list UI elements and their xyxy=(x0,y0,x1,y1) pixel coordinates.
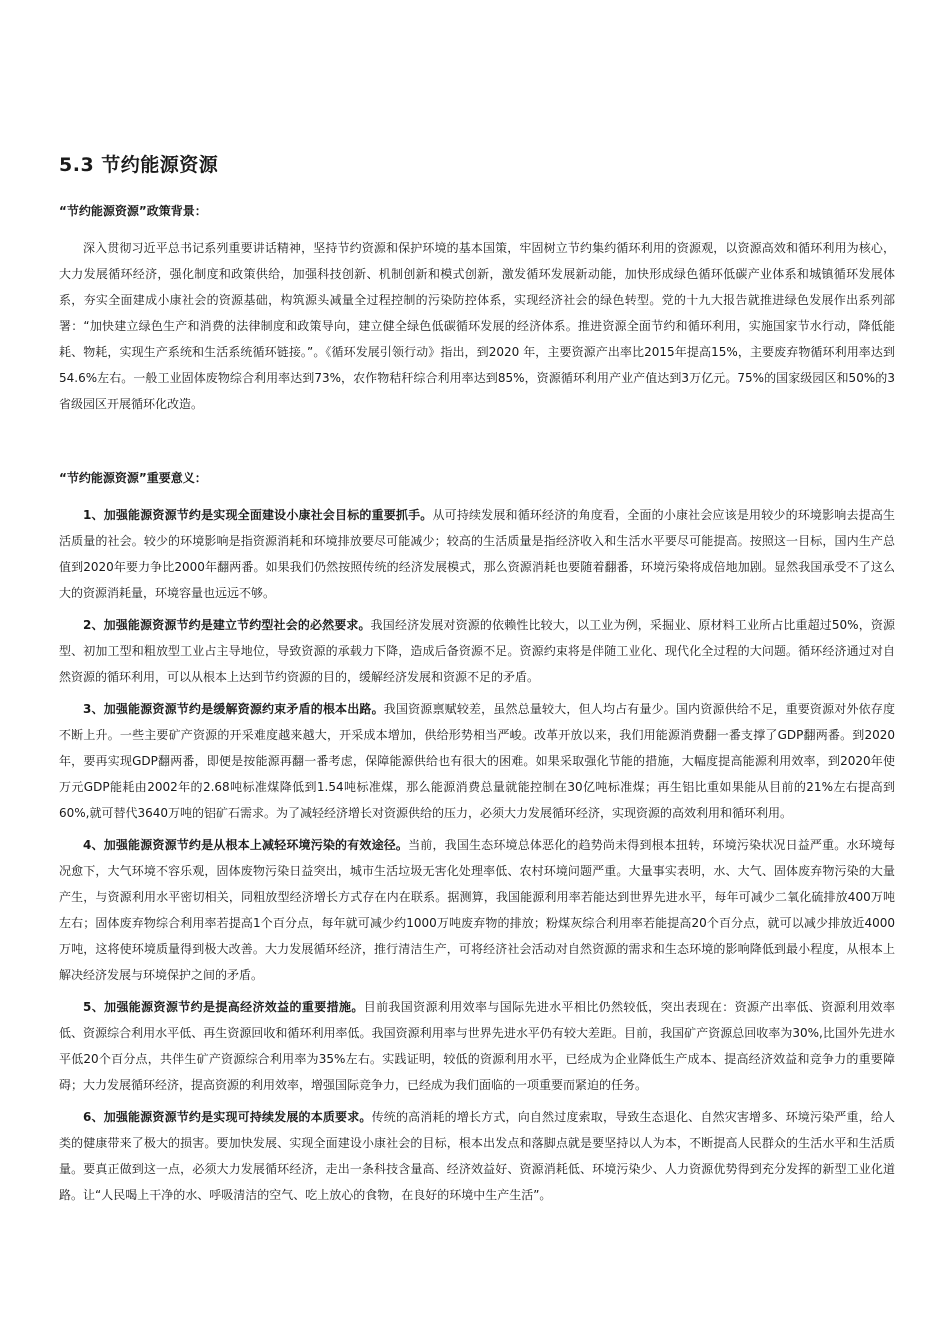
background-heading: “节约能源资源”政策背景： xyxy=(59,204,207,218)
significance-item-text: 从可持续发展和循环经济的角度看，全面的小康社会应该是用较少的环境影响去提高生活质量的社会。较少的环境影响是指资源消耗和环境排放要尽可能减少；较高的生活质量是指经济收入和生活水平要尽可能提高。按照这一目标，国内生产总值到2020年要力争比2000年翻两番。如果我们仍然按照传统的经济发展模式，那么资源消耗也要随着翻番，环境污染将成倍地加剧。显然我国承受不了这么大的资源消耗量，环境容量也远远不够。 xyxy=(59,508,895,600)
significance-item-text: 我国经济发展对资源的依赖性比较大，以工业为例，采掘业、原材料工业所占比重超过50%，资源型、初加工型和粗放型工业占主导地位，导致资源的承载力下降，造成后备资源不足。资源约束将是伴随工业化、现代化全过程的大问题。循环经济通过对自然资源的循环利用，可以从根本上达到节约资源的目的，缓解经济发展和资源不足的矛盾。 xyxy=(59,618,895,684)
significance-heading: “节约能源资源”重要意义： xyxy=(59,471,207,485)
significance-item-3 xyxy=(59,696,895,826)
section-spacer xyxy=(59,417,895,469)
significance-item-5 xyxy=(59,994,895,1098)
significance-item-text: 目前我国资源利用效率与国际先进水平相比仍然较低，突出表现在：资源产出率低、资源利用效率低、资源综合利用水平低、再生资源回收和循环利用率低。我国资源利用率与世界先进水平仍有较大差距。目前，我国矿产资源总回收率为30%,比国外先进水平低20个百分点，共伴生矿产资源综合利用率为35%左右。实践证明，较低的资源利用水平，已经成为企业降低生产成本、提高经济效益和竞争力的重要障碍；大力发展循环经济，提高资源的利用效率，增强国际竞争力，已经成为我们面临的一项重要而紧迫的任务。 xyxy=(59,1000,895,1092)
significance-item-4 xyxy=(59,832,895,988)
background-paragraph: 深入贯彻习近平总书记系列重要讲话精神，坚持节约资源和保护环境的基本国策，牢固树立节约集约循环利用的资源观，以资源高效和循环利用为核心，大力发展循环经济，强化制度和政策供给，加强科技创新、机制创新和模式创新，激发循环发展新动能，加快形成绿色循环低碳产业体系和城镇循环发展体系，夯实全面建成小康社会的资源基础，构筑源头减量全过程控制的污染防控体系，实现经济社会的绿色转型。党的十九大报告就推进绿色发展作出系列部署：“加快建立绿色生产和消费的法律制度和政策导向，建立健全绿色低碳循环发展的经济体系。推进资源全面节约和循环利用，实施国家节水行动，降低能耗、物耗，实现生产系统和生活系统循环链接。”。《循环发展引领行动》指出，到2020 年，主要资源产出率比2015年提高15%，主要废弃物循环利用率达到54.6%左右。一般工业固体废物综合利用率达到73%，农作物秸秆综合利用率达到85%，资源循环利用产业产值达到3万亿元。75%的国家级园区和50%的3省级园区开展循环化改造。 xyxy=(59,241,895,411)
significance-item-2 xyxy=(59,612,895,690)
significance-item-text: 传统的高消耗的增长方式，向自然过度索取，导致生态退化、自然灾害增多、环境污染严重，给人类的健康带来了极大的损害。要加快发展、实现全面建设小康社会的目标，根本出发点和落脚点就是要坚持以人为本，不断提高人民群众的生活水平和生活质量。要真正做到这一点，必须大力发展循环经济，走出一条科技含量高、经济效益好、资源消耗低、环境污染少、人力资源优势得到充分发挥的新型工业化道路。让“人民喝上干净的水、呼吸清洁的空气、吃上放心的食物，在良好的环境中生产生活”。 xyxy=(59,1110,895,1202)
significance-item-6 xyxy=(59,1104,895,1208)
significance-item-lead: 2、加强能源资源节约是建立节约型社会的必然要求。 xyxy=(83,618,371,632)
section-title: 5.3 节约能源资源 xyxy=(59,154,219,176)
document-page xyxy=(59,150,895,1214)
significance-item-lead: 6、加强能源资源节约是实现可持续发展的本质要求。 xyxy=(83,1110,372,1124)
significance-item-lead: 4、加强能源资源节约是从根本上减轻环境污染的有效途径。 xyxy=(83,838,409,852)
significance-item-lead: 5、加强能源资源节约是提高经济效益的重要措施。 xyxy=(83,1000,364,1014)
significance-item-text: 当前，我国生态环境总体恶化的趋势尚未得到根本扭转，环境污染状况日益严重。水环境每况愈下，大气环境不容乐观，固体废物污染日益突出，城市生活垃圾无害化处理率低、农村环境问题严重。大量事实表明，水、大气、固体废弃物污染的大量产生，与资源利用水平密切相关，同粗放型经济增长方式存在内在联系。据测算，我国能源利用率若能达到世界先进水平，每年可减少二氧化硫排放400万吨左右；固体废弃物综合利用率若提高1个百分点，每年就可减少约1000万吨废弃物的排放；粉煤灰综合利用率若能提高20个百分点，就可以减少排放近4000万吨，这将使环境质量得到极大改善。大力发展循环经济，推行清洁生产，可将经济社会活动对自然资源的需求和生态环境的影响降低到最小程度，从根本上解决经济发展与环境保护之间的矛盾。 xyxy=(59,838,895,982)
significance-item-text: 我国资源禀赋较差，虽然总量较大，但人均占有量少。国内资源供给不足，重要资源对外依存度不断上升。一些主要矿产资源的开采难度越来越大，开采成本增加，供给形势相当严峻。改革开放以来，我们用能源消费翻一番支撑了GDP翻两番。到2020年，要再实现GDP翻两番，即便是按能源再翻一番考虑，保障能源供给也有很大的困难。如果采取强化节能的措施，大幅度提高能源利用效率，到2020年使万元GDP能耗由2002年的2.68吨标准煤降低到1.54吨标准煤，那么能源消费总量就能控制在30亿吨标准煤；再生铝比重如果能从目前的21%左右提高到60%,就可替代3640万吨的铝矿石需求。为了减轻经济增长对资源供给的压力，必须大力发展循环经济，实现资源的高效利用和循环利用。 xyxy=(59,702,895,820)
significance-item-1 xyxy=(59,502,895,606)
significance-item-lead: 1、加强能源资源节约是实现全面建设小康社会目标的重要抓手。 xyxy=(83,508,433,522)
significance-item-lead: 3、加强能源资源节约是缓解资源约束矛盾的根本出路。 xyxy=(83,702,384,716)
